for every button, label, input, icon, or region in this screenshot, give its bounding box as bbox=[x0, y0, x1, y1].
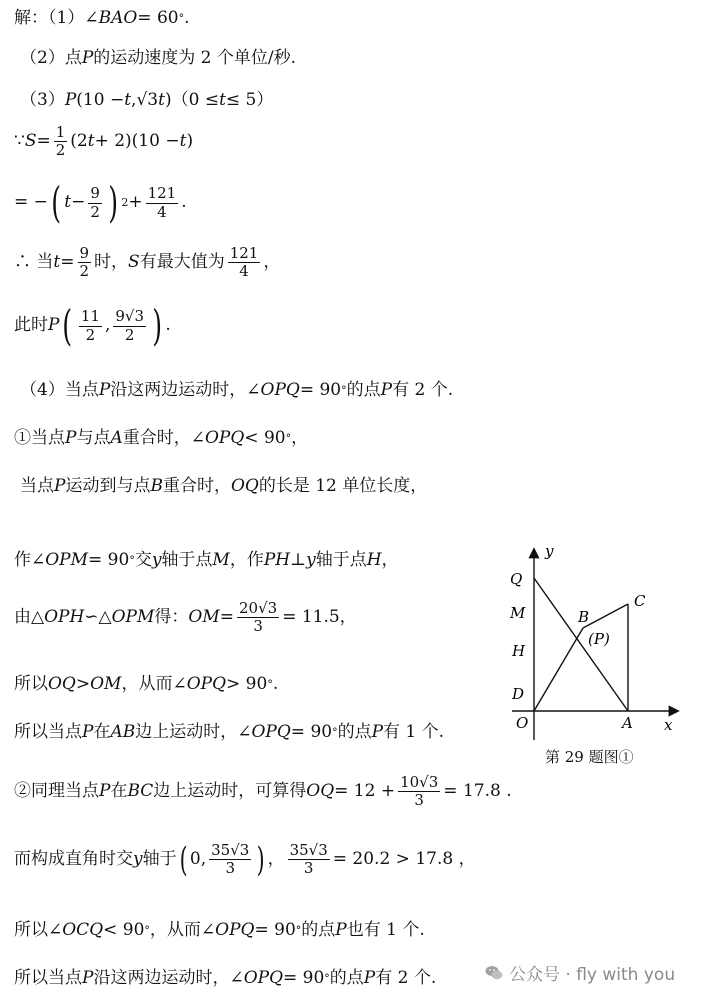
wechat-icon bbox=[485, 965, 503, 981]
fraction: $\frac{35√3}{3}$ bbox=[289, 841, 328, 878]
point-M-label: M bbox=[510, 604, 526, 622]
point-B-label: B bbox=[578, 608, 590, 626]
answer-line-9: ①当点 P 与点 A 重合时， ∠OPQ < 90 ° ， bbox=[14, 428, 309, 448]
answer-line-18: 所以当点 P 沿这两边运动时， ∠OPQ = 90 ° 的点 P 有 2 个. bbox=[14, 968, 437, 988]
point-C-label: C bbox=[634, 592, 646, 610]
point-Q-label: Q bbox=[510, 570, 523, 588]
answer-line-10: 当点 P 运动到与点 B 重合时， OQ 的长是 12 单位长度， bbox=[20, 476, 428, 496]
fraction: $\frac{9}{2}$ bbox=[90, 184, 100, 221]
answer-line-12: 由 △OPH ∽ △OPM 得： OM = $\frac{20√3}{3}$ = 11.5， bbox=[14, 599, 357, 636]
fraction: $\frac{121}{4}$ bbox=[147, 184, 177, 221]
answer-line-8: （4）当点 P 沿这两边运动时， ∠OPQ = 90 ° 的点 P 有 2 个. bbox=[20, 380, 454, 400]
answer-line-13: 所以 OQ > OM ，从而 ∠OPQ > 90 ° . bbox=[14, 674, 279, 694]
geometry-figure bbox=[502, 540, 692, 770]
segment-DB bbox=[534, 628, 583, 711]
answer-line-5: = − ( t − $\frac{9}{2}$ ) 2 + $\frac{121}{4}$ . bbox=[14, 178, 187, 227]
point-P-label: (P) bbox=[588, 630, 610, 648]
fraction: $\frac{20√3}{3}$ bbox=[238, 599, 278, 636]
fraction: $\frac{9√3}{2}$ bbox=[115, 307, 144, 344]
fraction: $\frac{10√3}{3}$ bbox=[400, 773, 439, 810]
answer-line-17: 所以 ∠OCQ < 90 ° ，从而 ∠OPQ = 90 ° 的点 P 也有 1 个. bbox=[14, 920, 425, 940]
watermark: 公众号 · fly with you bbox=[485, 960, 675, 985]
answer-line-15: ②同理当点 P 在 BC 边上运动时，可算得 OQ = 12 + $\frac{10√3}{3}$ = 17.8 . bbox=[14, 773, 512, 810]
segment-BC bbox=[583, 604, 628, 628]
point-H-label: H bbox=[512, 642, 526, 660]
answer-line-6: ∴ 当 t = $\frac{9}{2}$ 时， S 有最大值为 $\frac{121}{4}$ ， bbox=[14, 244, 281, 281]
point-O-label: O bbox=[516, 714, 529, 732]
point-A-label: A bbox=[622, 714, 633, 732]
fraction: $\frac{121}{4}$ bbox=[229, 244, 259, 281]
answer-line-7: 此时 P ( $\frac{11}{2}$ , $\frac{9√3}{2}$ ) . bbox=[14, 301, 171, 350]
answer-line-1: 解：（1） ∠ BAO = 60 ° . bbox=[14, 8, 190, 28]
x-axis-label: x bbox=[664, 716, 673, 734]
answer-line-2: （2）点 P 的运动速度为 2 个单位/秒. bbox=[20, 48, 297, 68]
answer-line-14: 所以当点 P 在 AB 边上运动时， ∠OPQ = 90 ° 的点 P 有 1 个. bbox=[14, 722, 445, 742]
fraction: $\frac{11}{2}$ bbox=[80, 307, 100, 344]
answer-line-3: （3） P (10 − t , √3 t ) （0 ≤ t ≤ 5） bbox=[20, 90, 274, 110]
fraction: $\frac{9}{2}$ bbox=[79, 244, 90, 281]
figure-caption: 第 29 题图① bbox=[545, 748, 634, 766]
segment-QA bbox=[534, 578, 628, 711]
answer-line-16: 而构成直角时交 y 轴于 ( 0, $\frac{35√3}{3}$ ) ， $\frac{35√3}{3}$ = 20.2 > 17.8 ， bbox=[14, 839, 476, 880]
y-axis-label: y bbox=[545, 542, 554, 560]
fraction: $\frac{1}{2}$ bbox=[55, 123, 66, 160]
answer-line-11: 作 ∠OPM = 90 ° 交 y 轴于点 M ，作 PH ⊥ y 轴于点 H ， bbox=[14, 550, 399, 570]
fraction: $\frac{35√3}{3}$ bbox=[211, 841, 250, 878]
point-D-label: D bbox=[512, 685, 525, 703]
answer-line-4: ∵ S = $\frac{1}{2}$ (2 t + 2)(10 − t ) bbox=[14, 123, 194, 160]
